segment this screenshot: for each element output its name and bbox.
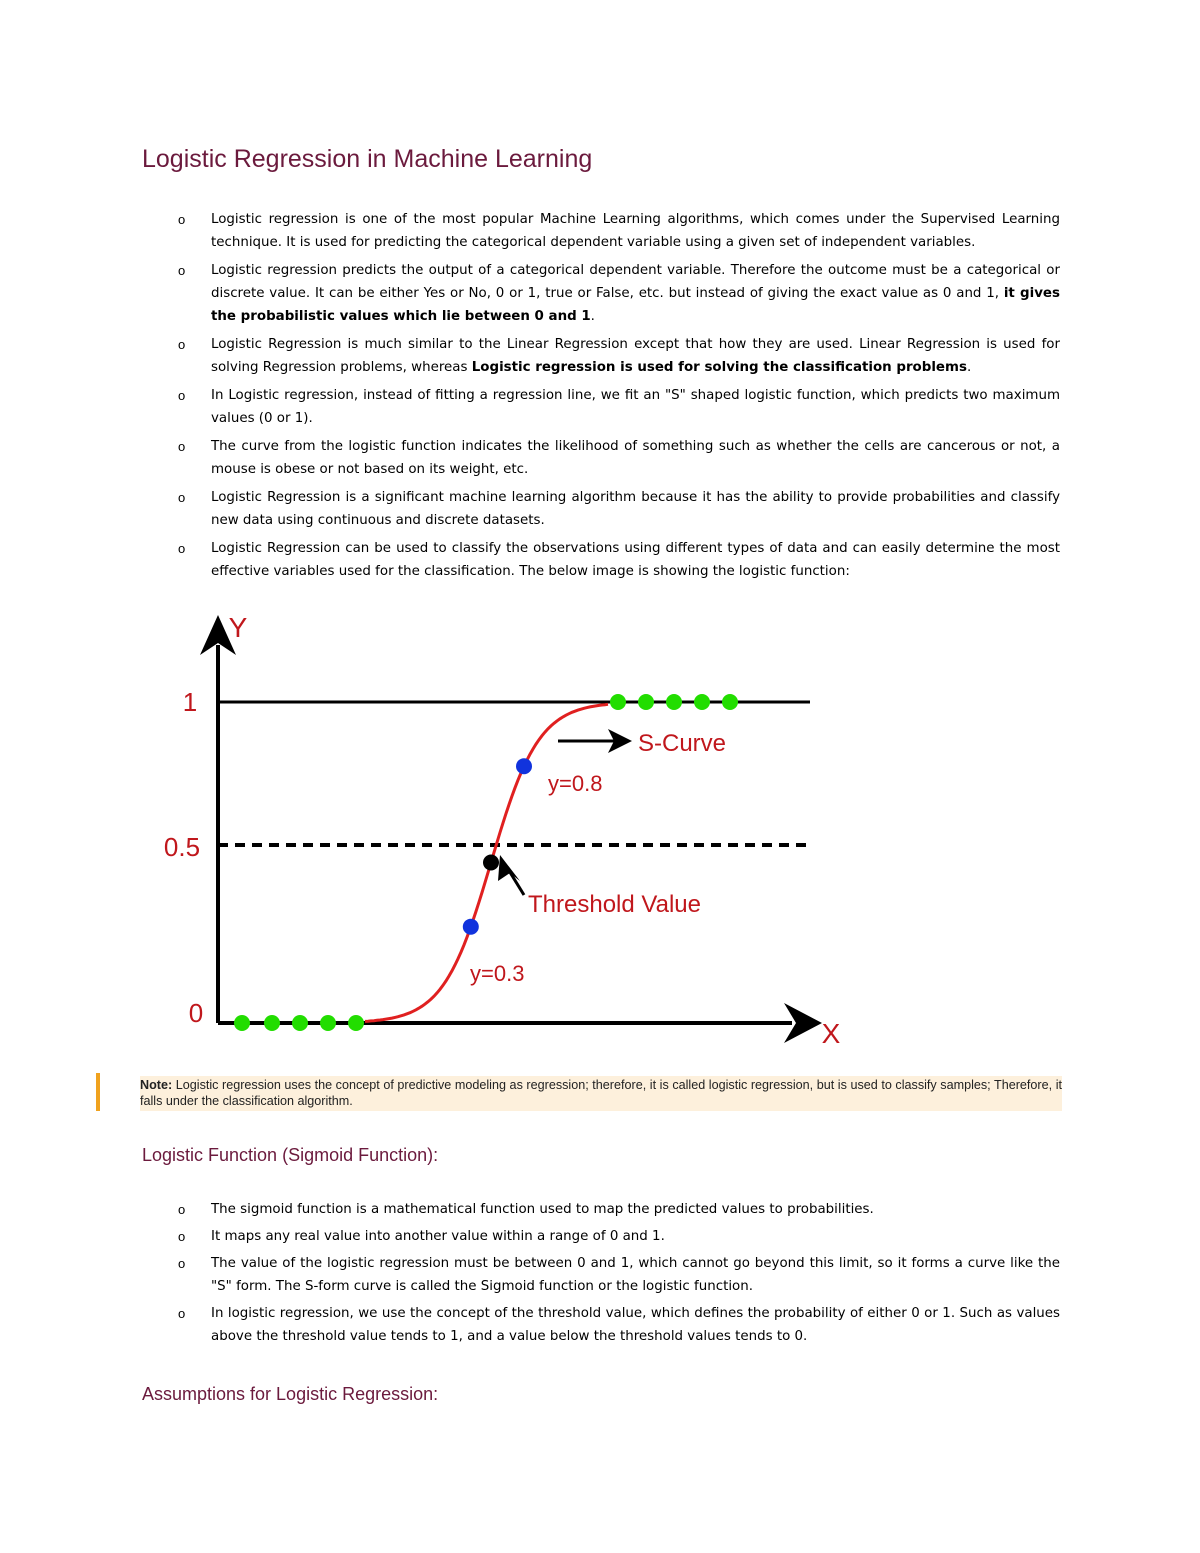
section-title-sigmoid: Logistic Function (Sigmoid Function): (142, 1145, 439, 1165)
section-title-assumptions: Assumptions for Logistic Regression: (142, 1384, 439, 1404)
list-item: o The sigmoid function is a mathematical function used to map the predicted values to probabilities. (178, 1198, 1060, 1221)
lower-probability-point (463, 919, 479, 935)
list-item: o The curve from the logistic function indicates the likelihood of something such as whether the cells are cancerous or not, a mouse is obese or not based on its weight, etc. (178, 435, 1060, 481)
list-item: o It maps any real value into another value within a range of 0 and 1. (178, 1225, 1060, 1248)
note-text: Logistic regression uses the concept of predictive modeling as regression; therefore, it is called logistic regression, but is used to classify samples; Therefore, it falls under the classification algorithm. (140, 1078, 1062, 1108)
threshold-point (483, 855, 499, 871)
note-box (140, 1076, 1062, 1111)
class-1-point (610, 694, 626, 710)
list-item: o Logistic regression is one of the most popular Machine Learning algorithms, which comes under the Supervised Learning technique. It is used for predicting the categorical dependent variable using a given set of independent variables. (178, 208, 1060, 254)
class-1-point (694, 694, 710, 710)
bullet-marker: o (178, 439, 186, 454)
sigmoid-bullet-list (178, 1198, 1060, 1352)
bullet-marker: o (178, 1202, 186, 1217)
threshold-label: Threshold Value (528, 891, 701, 918)
y-tick-half: 0.5 (163, 832, 201, 862)
bullet-marker: o (178, 337, 186, 352)
bullet-marker: o (178, 1256, 186, 1271)
y-tick-1: 1 (182, 687, 198, 717)
class-0-point (264, 1015, 280, 1031)
y-tick-0: 0 (188, 998, 204, 1028)
class-1-point (638, 694, 654, 710)
bullet-marker: o (178, 212, 186, 227)
class-0-point (320, 1015, 336, 1031)
page-title: Logistic Regression in Machine Learning (142, 145, 593, 173)
logistic-function-figure (160, 605, 860, 1055)
list-item: o In logistic regression, we use the concept of the threshold value, which defines the probability of either 0 or 1. Such as values above the threshold value tends to 1, and a value below the threshold values tends to 0. (178, 1302, 1060, 1348)
class-0-point (234, 1015, 250, 1031)
class-0-point (348, 1015, 364, 1031)
bullet-marker: o (178, 490, 186, 505)
list-item: o Logistic regression predicts the output of a categorical dependent variable. Therefore the outcome must be a categorical or discrete value. It can be either Yes or No, 0 or 1, true or False, etc. but instead of giving the exact value as 0 and 1, it gives the probabilistic values which lie between 0 and 1. (178, 259, 1060, 328)
list-item: o Logistic Regression is much similar to the Linear Regression except that how they are used. Linear Regression is used for solving Regression problems, whereas Logistic regression is used for solving the classification problems. (178, 333, 1060, 379)
class-1-point (666, 694, 682, 710)
note-label: Note: (140, 1078, 173, 1092)
class-0-point (292, 1015, 308, 1031)
list-item: o The value of the logistic regression must be between 0 and 1, which cannot go beyond this limit, so it forms a curve like the "S" form. The S-form curve is called the Sigmoid function or the logistic function. (178, 1252, 1060, 1298)
y-axis-label: Y (228, 612, 248, 643)
intro-bullet-list (178, 208, 1060, 588)
bullet-marker: o (178, 541, 186, 556)
bullet-marker: o (178, 263, 186, 278)
list-item: o Logistic Regression is a significant machine learning algorithm because it has the ability to provide probabilities and classify new data using continuous and discrete datasets. (178, 486, 1060, 532)
note-accent-bar (96, 1073, 100, 1111)
threshold-arrowhead (498, 855, 520, 881)
bullet-marker: o (178, 388, 186, 403)
bullet-marker: o (178, 1229, 186, 1244)
list-item: o In Logistic regression, instead of fitting a regression line, we fit an "S" shaped logistic function, which predicts two maximum values (0 or 1). (178, 384, 1060, 430)
class-1-point (722, 694, 738, 710)
lower-point-label: y=0.3 (470, 961, 525, 986)
s-curve-label: S-Curve (638, 730, 727, 757)
list-item: o Logistic Regression can be used to classify the observations using different types of data and can easily determine the most effective variables used for the classification. The below image is showing the logistic function: (178, 537, 1060, 583)
bullet-marker: o (178, 1306, 186, 1321)
upper-point-label: y=0.8 (548, 771, 603, 796)
x-axis-label: X (821, 1018, 841, 1049)
upper-probability-point (516, 758, 532, 774)
